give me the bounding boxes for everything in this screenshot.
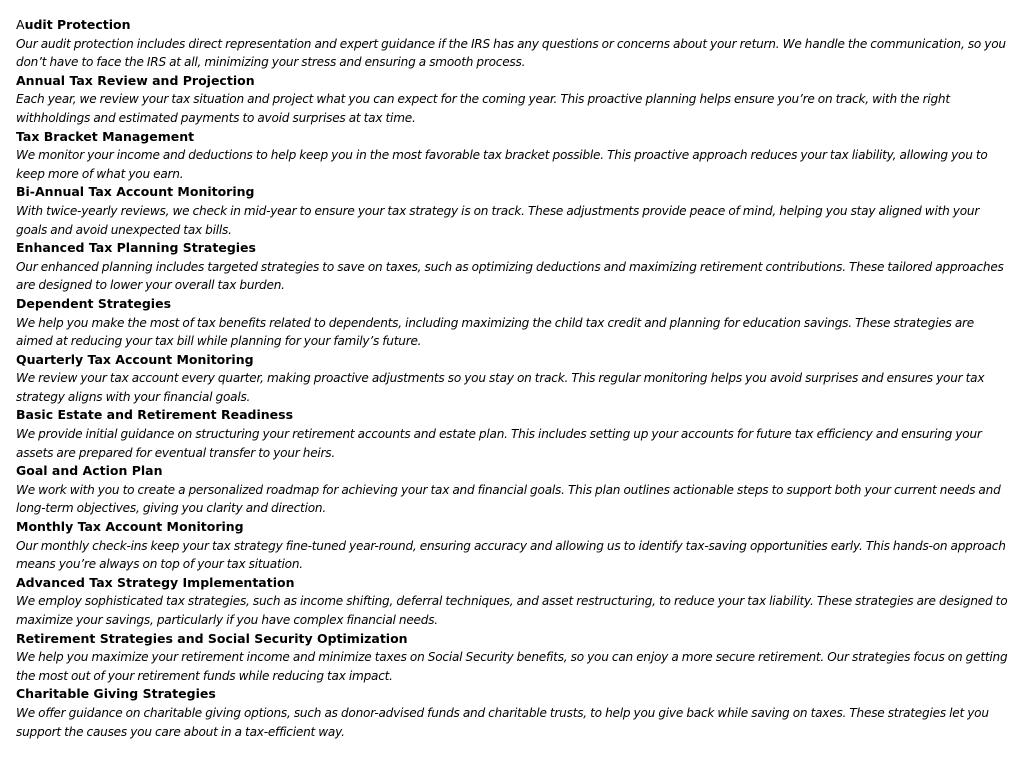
service-title: Retirement Strategies and Social Security Optimization [16, 630, 408, 646]
service-title-first-letter: A [16, 17, 25, 32]
service-title: Quarterly Tax Account Monitoring [16, 351, 254, 367]
service-description: Our enhanced planning includes targeted strategies to save on taxes, such as optimizing deductions and maximizing retirement contributions. These tailored approaches are designed to lower your overall tax burden. [16, 259, 1004, 293]
service-description: We help you make the most of tax benefits related to dependents, including maximizing the child tax credit and planning for education savings. These strategies are aimed at reducing your tax bill while planning for your family’s future. [16, 315, 975, 349]
service-tax-bracket-management [16, 128, 1008, 184]
service-annual-tax-review [16, 72, 1008, 128]
service-description: We provide initial guidance on structuring your retirement accounts and estate plan. This includes setting up your accounts for future tax efficiency and ensuring your assets are prepared for eventual transfer to your heirs. [16, 427, 982, 460]
service-goal-action-plan [16, 462, 1008, 518]
service-title-rest: udit Protection [24, 17, 131, 32]
service-description: We work with you to create a personalized roadmap for achieving your tax and financial goals. This plan outlines actionable steps to support both your current needs and long-term objectives, giving you clarity and direction. [16, 482, 1001, 516]
service-estate-retirement-readiness [16, 406, 1008, 462]
service-title: Goal and Action Plan [16, 463, 163, 479]
service-enhanced-planning [16, 239, 1008, 295]
service-title: Bi-Annual Tax Account Monitoring [16, 184, 255, 200]
service-dependent-strategies [16, 295, 1008, 351]
service-title: Advanced Tax Strategy Implementation [16, 574, 295, 590]
service-audit-protection [16, 16, 1008, 72]
service-advanced-strategy [16, 574, 1008, 630]
service-description: We offer guidance on charitable giving options, such as donor-advised funds and charitable trusts, to help you give back while saving on taxes. These strategies let you support the causes you care about in a tax-efficient way. [16, 705, 989, 739]
service-retirement-social-security [16, 630, 1008, 686]
service-bi-annual-monitoring [16, 183, 1008, 239]
service-title: Dependent Strategies [16, 295, 172, 311]
service-title: Basic Estate and Retirement Readiness [16, 407, 294, 423]
service-title: Annual Tax Review and Projection [16, 72, 255, 88]
service-description: Our monthly check-ins keep your tax strategy fine-tuned year-round, ensuring accuracy and allowing us to identify tax-saving opportunities early. This hands-on approach means you’re always on top of your tax situation. [16, 538, 1006, 572]
service-title: Charitable Giving Strategies [16, 686, 216, 702]
service-description: We help you maximize your retirement income and minimize taxes on Social Security benefits, so you can enjoy a more secure retirement. Our strategies focus on getting the most out of your retirement funds while reducing tax impact. [16, 650, 1008, 683]
service-title [16, 16, 1008, 35]
service-description: Each year, we review your tax situation and project what you can expect for the coming year. This proactive planning helps ensure you’re on track, with the right withholdings and estimated payments to avoid surprises at tax time. [16, 92, 950, 125]
service-monthly-monitoring [16, 518, 1008, 574]
service-description: We monitor your income and deductions to help keep you in the most favorable tax bracket possible. This proactive approach reduces your tax liability, allowing you to keep more of what you earn. [16, 148, 988, 181]
service-title: Monthly Tax Account Monitoring [16, 519, 244, 535]
service-title: Enhanced Tax Planning Strategies [16, 240, 256, 256]
service-description: We employ sophisticated tax strategies, such as income shifting, deferral techniques, and asset restructuring, to reduce your tax liability. These strategies are designed to maximize your savings, particularly if you have complex financial needs. [16, 594, 1008, 627]
service-description: Our audit protection includes direct representation and expert guidance if the IRS has any questions or concerns about your return. We handle the communication, so you don’t have to face the IRS at all, minimizing your stress and ensuring a smooth process. [16, 36, 1006, 70]
service-description: We review your tax account every quarter, making proactive adjustments so you stay on track. This regular monitoring helps you avoid surprises and ensures your tax strategy aligns with your financial goals. [16, 371, 985, 404]
service-quarterly-monitoring [16, 351, 1008, 407]
service-charitable-giving [16, 685, 1008, 741]
services-list [16, 16, 1008, 741]
service-description: With twice-yearly reviews, we check in mid-year to ensure your tax strategy is on track. These adjustments provide peace of mind, helping you stay aligned with your goals and avoid unexpected tax bills. [16, 203, 980, 237]
service-title: Tax Bracket Management [16, 128, 195, 144]
